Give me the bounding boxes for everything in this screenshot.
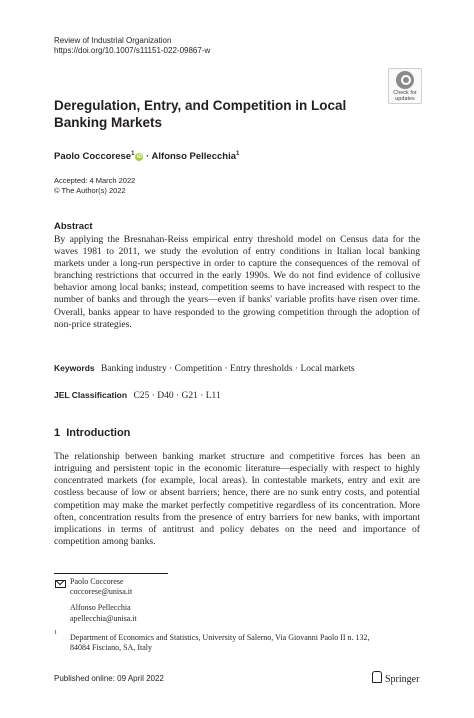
article-dates [54,176,135,196]
abstract-text: By applying the Bresnahan-Reiss empirical entry threshold model on Census data for the waves 1981 to 2011, we study the evolution of entry conditions in Italian local banking markets under a long-run perspective in order to capture the consequences of the removal of branching restrictions that occurred in the early 1990s. We do not find evidence of collusive behavior among local banks; instead, competition seems to have increased with respect to the number of banks and through the years—even if banks' variable profits have risen over time. Overall, banks appear to have responded to the growing competition through the adoption of non-price strategies. [54,234,420,330]
copyright-line: © The Author(s) 2022 [54,186,126,195]
orcid-icon[interactable]: iD [136,154,142,161]
author-separator: · [143,151,152,163]
affiliation [70,633,370,653]
introduction-text: The relationship between banking market structure and competitive forces has been an intriguing and persistent topic in the economic literature—especially with respect to highly concentrated markets (for example, local areas). In contestable markets, entry and exit are costless because of low or absent barriers; hence, there are no sunk entry costs, and potential competition may make the market perfectly competitive regardless of its concentration. More often, concentration results from the presence of entry barriers for new banks, with important implications in terms of antitrust and policy debates on the need and importance of competition among banks. [54,451,420,548]
keywords-text: Banking industry · Competition · Entry thresholds · Local markets [101,364,355,374]
contact-email-2[interactable]: apellecchia@unisa.it [70,613,137,623]
section-heading: 1 Introduction [54,427,131,439]
jel-line [54,390,221,401]
jel-label: JEL Classification [54,390,128,400]
contact-email-1[interactable]: coccorese@unisa.it [70,587,133,597]
author-name-2[interactable]: Alfonso Pellecchia [151,151,237,163]
check-for-updates-icon [396,71,414,89]
affiliation-line-2: 84084 Fisciano, SA, Italy [70,643,152,653]
affiliation-number: 1 [54,630,57,636]
contact-name-2: Alfonso Pellecchia [70,603,131,613]
affiliation-line-1: Department of Economics and Statistics, University of Salerno, Via Giovanni Paolo II n. 132, [70,633,370,642]
contact-name-1: Paolo Coccorese [70,577,124,586]
author-name-1[interactable]: Paolo Coccorese [54,151,132,163]
author-affil-sup-2: 1 [236,151,240,157]
corresponding-contacts [70,577,137,624]
keywords-line [54,363,420,374]
keywords-label: Keywords [54,363,95,373]
published-online: Published online: 09 April 2022 [54,674,164,683]
springer-horse-icon [372,671,382,683]
author-affil-sup-1: 1 [131,151,135,157]
badge-line2: updates [395,96,415,102]
paper-title: Deregulation, Entry, and Competition in Local Banking Markets [54,98,347,130]
journal-name: Review of Industrial Organization [54,36,172,45]
author-list [54,151,239,162]
publisher-logo [372,671,419,685]
journal-doi[interactable]: https://doi.org/10.1007/s11151-022-09867-w [54,46,211,55]
abstract-heading: Abstract [54,221,93,232]
jel-codes: C25 · D40 · G21 · L11 [133,391,221,401]
check-for-updates-badge[interactable] [388,68,422,104]
publisher-name: Springer [385,674,420,685]
footnote-divider [54,573,168,574]
envelope-icon [55,580,66,588]
journal-header [54,36,210,56]
accepted-date: Accepted: 4 March 2022 [54,176,136,185]
badge-line1: Check for [393,90,417,96]
